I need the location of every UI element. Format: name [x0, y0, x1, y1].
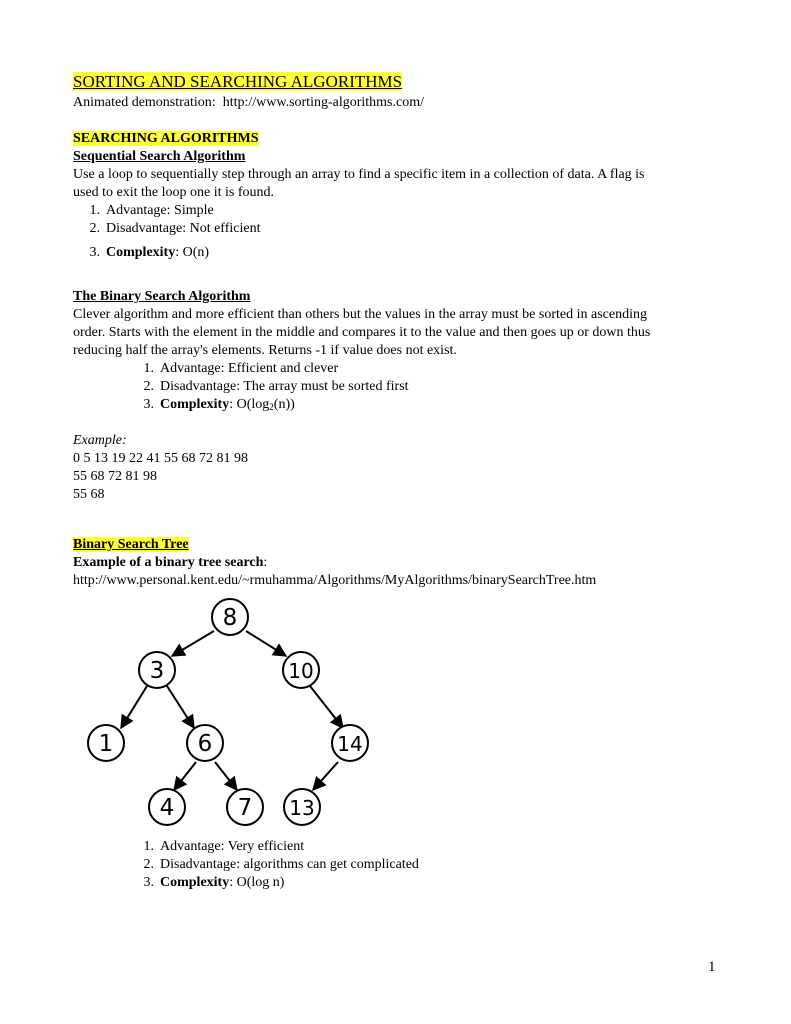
list-item: 1. Advantage: Efficient and clever: [143, 361, 339, 376]
tree-node-label: 7: [237, 795, 253, 821]
sequential-desc-line-2: used to exit the loop one it is found.: [73, 185, 275, 200]
bst-example-title: Example of a binary tree search: [73, 555, 264, 570]
tree-node-label: 13: [289, 796, 315, 820]
tree-edge: [121, 686, 147, 728]
list-item: 1. Advantage: Simple: [89, 203, 214, 218]
example-label: Example:: [73, 433, 127, 448]
binary-search-title: The Binary Search Algorithm: [73, 289, 251, 304]
tree-edge: [174, 762, 196, 790]
page-number: 1: [708, 959, 716, 975]
tree-node-label: 1: [98, 731, 114, 757]
example-line: 0 5 13 19 22 41 55 68 72 81 98: [73, 451, 248, 466]
bst-link[interactable]: http://www.personal.kent.edu/~rmuhamma/Algorithms/MyAlgorithms/binarySearchTree.htm: [73, 573, 597, 588]
tree-edge: [313, 762, 338, 790]
bst-list: [135, 838, 785, 892]
tree-edge: [310, 686, 343, 728]
document-title: SORTING AND SEARCHING ALGORITHMS: [73, 72, 403, 91]
tree-node-label: 3: [149, 658, 165, 684]
sequential-search-title: Sequential Search Algorithm: [73, 149, 246, 164]
example-line: 55 68: [73, 487, 105, 502]
tree-node-label: 4: [159, 795, 175, 821]
searching-heading: SEARCHING ALGORITHMS: [73, 131, 259, 146]
demo-label: Animated demonstration:: [73, 95, 216, 110]
bst-section: Binary Search Tree Example of a binary tree search: http://www.personal.kent.edu/~rmuhamma/Algorithms/MyAlgorithms/binarySearchTree.htm: [73, 536, 723, 590]
tree-edge: [246, 631, 286, 656]
example-line: 55 68 72 81 98: [73, 469, 157, 484]
tree-node-label: 10: [288, 659, 314, 683]
demo-link[interactable]: http://www.sorting-algorithms.com/: [222, 95, 425, 110]
sequential-desc-line-1: Use a loop to sequentially step through an array to find a specific item in a collection of data. A flag is: [73, 167, 645, 182]
list-item: 3. Complexity: O(log n): [143, 875, 285, 890]
list-item: 3. Complexity: O(n): [89, 245, 210, 260]
tree-node-label: 14: [337, 732, 363, 756]
binary-desc-line-2: order. Starts with the element in the middle and compares it to the value and then goes up or down thus: [73, 325, 651, 340]
tree-node-label: 8: [222, 605, 238, 631]
tree-edge: [167, 686, 194, 728]
tree-edge: [215, 762, 237, 790]
list-item: 2. Disadvantage: Not efficient: [89, 221, 261, 236]
list-item: 2. Disadvantage: algorithms can get complicated: [143, 857, 419, 872]
list-item: 1. Advantage: Very efficient: [143, 839, 305, 854]
bst-heading: Binary Search Tree: [73, 537, 189, 552]
binary-desc-line-3: reducing half the array's elements. Returns -1 if value does not exist.: [73, 343, 457, 358]
tree-node-label: 6: [197, 731, 213, 757]
tree-edge: [172, 631, 214, 656]
binary-desc-line-1: Clever algorithm and more efficient than others but the values in the array must be sorted in ascending: [73, 307, 647, 322]
list-item: 2. Disadvantage: The array must be sorted first: [143, 379, 409, 394]
list-item: 3. Complexity: $O(\log_2(n))$: [143, 397, 295, 412]
